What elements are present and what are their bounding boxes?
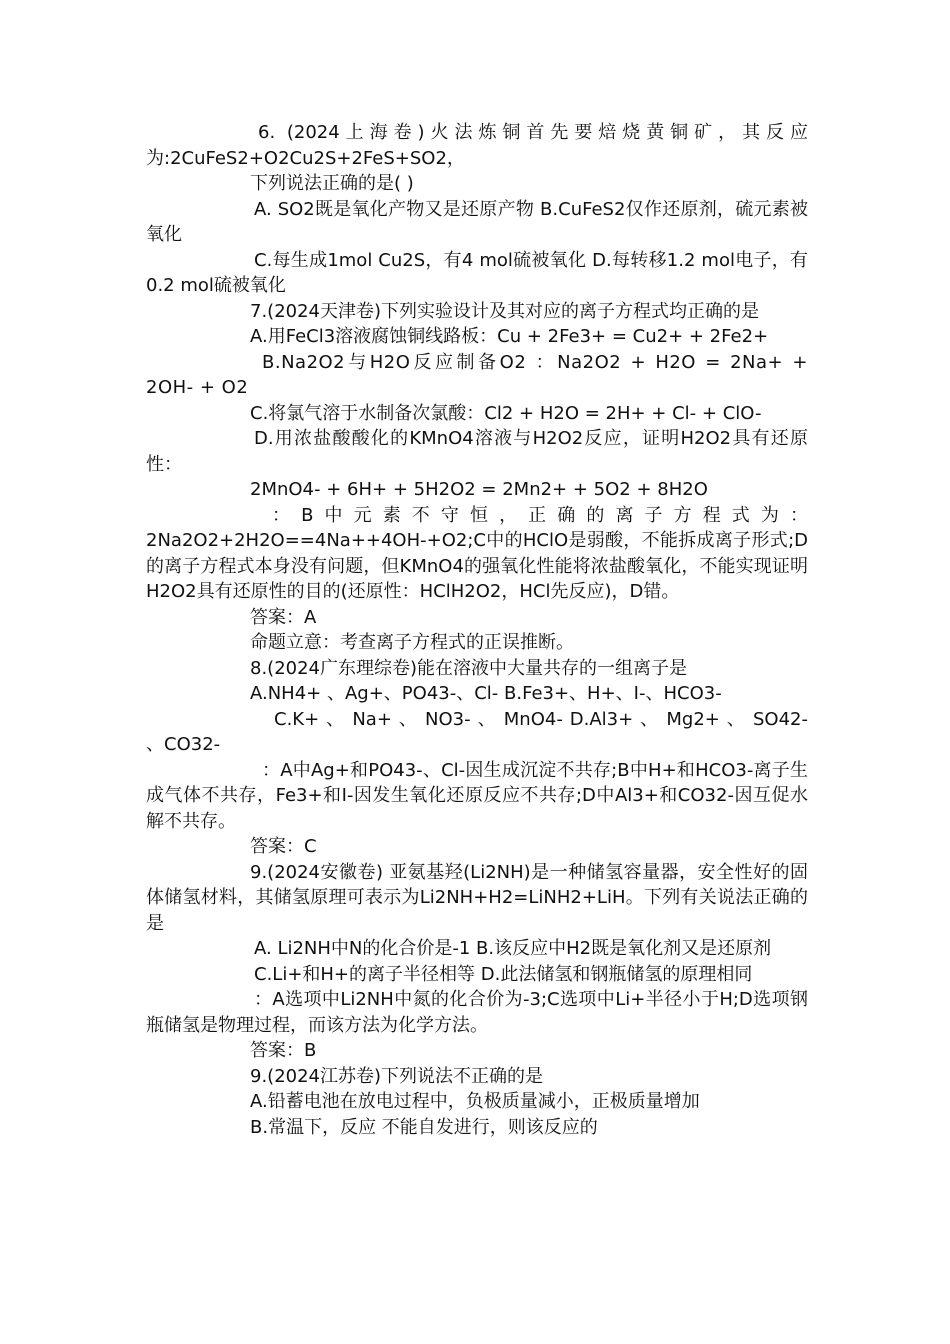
q7-option-b: B.Na2O2与H2O反应制备O2 ：Na2O2 + H2O = 2Na+ + 2OH- + O2 bbox=[146, 351, 808, 398]
q7-stem: 7.(2024天津卷)下列实验设计及其对应的离子方程式均正确的是 bbox=[250, 300, 760, 322]
q8-explanation: ：A中Ag+和PO43-、Cl-因生成沉淀不共存;B中H+和HCO3-离子生成气体不共存，Fe3+和I-因发生氧化还原反应不共存;D中Al3+和CO32-因互促水解不共存。 bbox=[146, 759, 808, 832]
q9-options-cd: C.Li+和H+的离子半径相等 D.此法储氢和钢瓶储氢的原理相同 bbox=[254, 963, 753, 985]
q7-option-d: D.用浓盐酸酸化的KMnO4溶液与H2O2反应，证明H2O2具有还原性： bbox=[146, 428, 808, 475]
q6-stem: 6. (2024上海卷)火法炼铜首先要焙烧黄铜矿，其反应为:2CuFeS2+O2Cu2S+2FeS+SO2， bbox=[146, 122, 808, 169]
q7-option-d-equation: 2MnO4- + 6H+ + 5H2O2 = 2Mn2+ + 5O2 + 8H2O bbox=[250, 479, 708, 500]
q8-options-ab: A.NH4+ 、Ag+、PO43-、Cl- B.Fe3+、H+、I-、HCO3- bbox=[250, 683, 722, 704]
q9-explanation: ：A选项中Li2NH中氮的化合价为-3;C选项中Li+半径小于H;D选项钢瓶储氢是物理过程，而该方法为化学方法。 bbox=[146, 989, 808, 1036]
q7-answer: 答案：A bbox=[250, 606, 317, 628]
q6-options-ab: A. SO2既是氧化产物又是还原产物 B.CuFeS2仅作还原剂，硫元素被氧化 bbox=[146, 198, 808, 245]
document-body bbox=[146, 120, 808, 1140]
q7-explanation: ：B中元素不守恒，正确的离子方程式为：2Na2O2+2H2O==4Na++4OH-+O2;C中的HClO是弱酸，不能拆成离子形式;D的离子方程式本身没有问题，但KMnO4的强氧化性能将浓盐酸氧化，不能实现证明H2O2具有还原性的目的(还原性：HClH2O2，HCl先反应)，D错。 bbox=[146, 504, 808, 602]
q10-option-b: B.常温下，反应 不能自发进行，则该反应的 bbox=[250, 1116, 598, 1138]
q10-stem: 9.(2024江苏卷)下列说法不正确的是 bbox=[250, 1065, 544, 1087]
q8-stem: 8.(2024广东理综卷)能在溶液中大量共存的一组离子是 bbox=[250, 657, 688, 679]
q7-option-a: A.用FeCl3溶液腐蚀铜线路板：Cu + 2Fe3+ = Cu2+ + 2Fe2+ bbox=[250, 326, 769, 347]
q9-answer: 答案：B bbox=[250, 1040, 317, 1061]
q8-answer: 答案：C bbox=[250, 836, 317, 857]
q9-stem: 9.(2024安徽卷) 亚氨基羟(Li2NH)是一种储氢容量器，安全性好的固体储氢材料，其储氢原理可表示为Li2NH+H2=LiNH2+LiH。下列有关说法正确的是 bbox=[146, 861, 808, 934]
q9-options-ab: A. Li2NH中N的化合价是-1 B.该反应中H2既是氧化剂又是还原剂 bbox=[254, 938, 772, 959]
q8-options-cd: C.K+ 、 Na+ 、 NO3- 、 MnO4- D.Al3+ 、 Mg2+ 、 SO42- 、CO32- bbox=[146, 708, 808, 755]
q6-options-cd: C.每生成1mol Cu2S，有4 mol硫被氧化 D.每转移1.2 mol电子，有0.2 mol硫被氧化 bbox=[146, 249, 808, 296]
q7-intent: 命题立意：考查离子方程式的正误推断。 bbox=[250, 632, 574, 653]
q10-option-a: A.铅蓄电池在放电过程中，负极质量减小，正极质量增加 bbox=[250, 1091, 700, 1112]
q6-ask: 下列说法正确的是( ) bbox=[250, 173, 414, 194]
q7-option-c: C.将氯气溶于水制备次氯酸：Cl2 + H2O = 2H+ + Cl- + ClO- bbox=[250, 402, 762, 424]
